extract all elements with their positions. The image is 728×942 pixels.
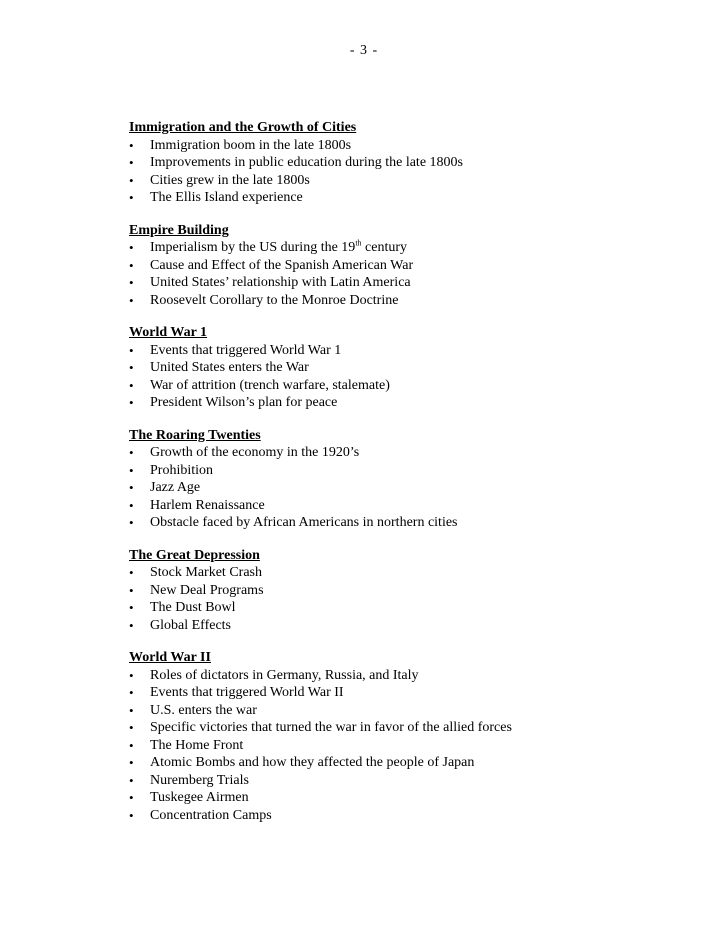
bullet-icon: •: [129, 240, 134, 255]
list-item: • Stock Market Crash: [129, 565, 262, 580]
list-item: • United States enters the War: [129, 360, 309, 375]
bullet-icon: •: [129, 790, 134, 805]
bullet-icon: •: [129, 497, 134, 513]
list-item: • The Home Front: [129, 737, 244, 753]
section-great-depression: [129, 547, 689, 635]
section-empire-building: [129, 222, 689, 310]
list-item: • The Dust Bowl: [129, 600, 236, 615]
bullet-icon: •: [129, 257, 134, 273]
bullet-icon: •: [129, 807, 134, 823]
bullet-icon: •: [129, 480, 134, 495]
list-item: • President Wilson’s plan for peace: [129, 395, 338, 410]
bullet-icon: •: [129, 462, 134, 478]
bullet-icon: •: [129, 395, 134, 410]
bullet-icon: •: [129, 155, 134, 170]
bullet-icon: •: [129, 275, 134, 290]
list-item: • Jazz Age: [129, 480, 201, 495]
section-world-war-1: [129, 324, 689, 412]
list-item: • Events that triggered World War 1: [129, 342, 342, 358]
bullet-icon: •: [129, 685, 134, 700]
bullet-icon: •: [129, 565, 134, 580]
list-item: • Tuskegee Airmen: [129, 790, 249, 805]
section-heading: Empire Building: [129, 222, 229, 238]
section-heading: The Roaring Twenties: [129, 427, 261, 443]
bullet-icon: •: [129, 702, 134, 718]
list-item: • Atomic Bombs and how they affected the people of Japan: [129, 755, 475, 770]
topic-list: [129, 239, 689, 309]
section-roaring-twenties: [129, 427, 689, 532]
list-item: • Roles of dictators in Germany, Russia, and Italy: [129, 667, 419, 683]
topic-list: [129, 667, 689, 825]
bullet-icon: •: [129, 667, 134, 683]
list-item: • Specific victories that turned the war in favor of the allied forces: [129, 720, 512, 735]
bullet-icon: •: [129, 720, 134, 735]
topic-list: [129, 342, 689, 412]
section-heading: World War 1: [129, 325, 208, 340]
list-item: • War of attrition (trench warfare, stalemate): [129, 377, 390, 393]
list-item: • Harlem Renaissance: [129, 497, 265, 513]
list-item: • United States’ relationship with Latin America: [129, 275, 411, 290]
topic-list: [129, 444, 689, 532]
bullet-icon: •: [129, 600, 134, 615]
list-item: • Immigration boom in the late 1800s: [129, 137, 352, 153]
topic-list: [129, 564, 689, 634]
list-item: • Prohibition: [129, 462, 214, 478]
bullet-icon: •: [129, 617, 134, 633]
section-heading: The Great Depression: [129, 547, 260, 563]
list-item: • Events that triggered World War II: [129, 685, 344, 700]
bullet-icon: •: [129, 772, 134, 788]
bullet-icon: •: [129, 190, 134, 205]
bullet-icon: •: [129, 377, 134, 393]
section-world-war-2: [129, 649, 689, 824]
topic-list: [129, 137, 689, 207]
bullet-icon: •: [129, 515, 134, 530]
list-item: • Concentration Camps: [129, 807, 272, 823]
list-item: • New Deal Programs: [129, 582, 264, 598]
list-item: • Imperialism by the US during the 19th century: [129, 238, 408, 255]
bullet-icon: •: [129, 172, 134, 188]
list-item: • U.S. enters the war: [129, 702, 257, 718]
list-item: • The Ellis Island experience: [129, 190, 303, 205]
bullet-icon: •: [129, 737, 134, 753]
bullet-icon: •: [129, 755, 134, 770]
list-item: • Cities grew in the late 1800s: [129, 172, 310, 188]
page-number: - 3 -: [349, 43, 379, 58]
list-item: • Obstacle faced by African Americans in northern cities: [129, 515, 458, 530]
section-heading: World War II: [129, 650, 211, 665]
section-heading: Immigration and the Growth of Cities: [129, 120, 357, 135]
list-item: • Improvements in public education during the late 1800s: [129, 155, 463, 170]
bullet-icon: •: [129, 292, 134, 308]
list-item: • Roosevelt Corollary to the Monroe Doctrine: [129, 292, 399, 308]
list-item: • Growth of the economy in the 1920’s: [129, 445, 360, 460]
list-item: • Cause and Effect of the Spanish American War: [129, 257, 414, 273]
bullet-icon: •: [129, 445, 134, 460]
bullet-icon: •: [129, 342, 134, 358]
bullet-icon: •: [129, 360, 134, 375]
list-item: • Global Effects: [129, 617, 231, 633]
document-body: [129, 119, 689, 839]
section-immigration: [129, 119, 689, 207]
bullet-icon: •: [129, 582, 134, 598]
list-item: • Nuremberg Trials: [129, 772, 249, 788]
bullet-icon: •: [129, 137, 134, 153]
